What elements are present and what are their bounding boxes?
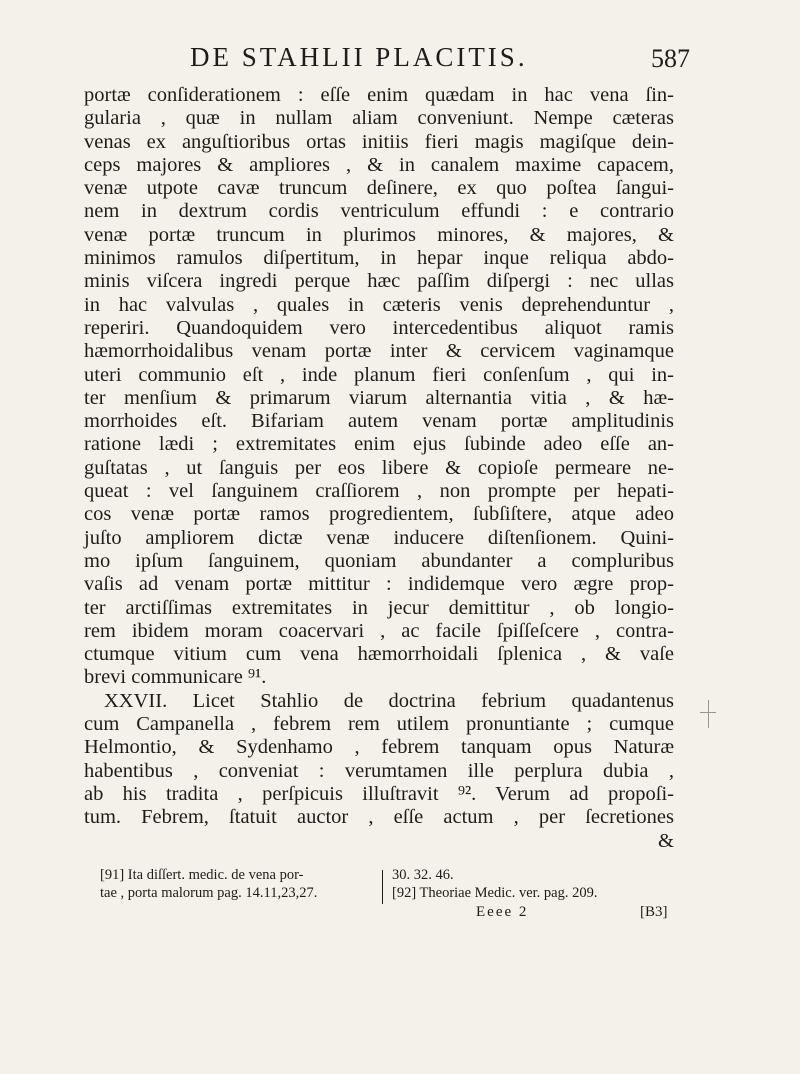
section-heading-line: XXVII. Licet Stahlio de doctrina febrium quadantenus <box>104 689 674 712</box>
text-line: reperiri. Quandoquidem vero intercedentibus aliquot ramis <box>84 316 674 339</box>
footnote-line: 30. 32. 46. <box>392 867 454 883</box>
text-line: minimos ramulos diſpertitum, in hepar inque reliqua abdo- <box>84 247 674 270</box>
bottom-catchword: [B3] <box>640 904 668 920</box>
running-head: DE STAHLII PLACITIS. <box>190 42 528 72</box>
text-line: ceps majores & ampliores , & in canalem maxime capacem, <box>84 153 674 176</box>
text-line: uteri communio eſt , inde planum fieri conſenſum , qui in- <box>84 363 674 386</box>
page-number: 587 <box>651 44 690 73</box>
text-line: ab his tradita , perſpicuis illuſtravit ⁹². Verum ad propoſi- <box>84 782 674 805</box>
text-line: in hac valvulas , quales in cæteris venis deprehenduntur , <box>84 293 674 316</box>
text-line: ter menſium & primarum viarum alternantia vitia , & hæ- <box>84 386 674 409</box>
text-line: juſto ampliorem dictæ venæ inducere diſtenſionem. Quini- <box>84 526 674 549</box>
text-line: portæ conſiderationem : eſſe enim quædam in hac vena ſin- <box>84 84 674 106</box>
footnote-line: [92] Theoriae Medic. ver. pag. 209. <box>392 885 598 901</box>
text-line: gularia , quæ in nullam aliam conveniunt. Nempe cæteras <box>84 107 674 130</box>
text-line: minis viſcera ingredi perque hæc paſſim diſpergi : nec ullas <box>84 270 674 293</box>
text-line: venæ utpote cavæ truncum deſinere, ex quo poſtea ſangui- <box>84 177 674 200</box>
footnote-right-column <box>392 866 682 902</box>
text-line: mo ipſum ſanguinem, quoniam abundanter a compluribus <box>84 549 674 572</box>
text-line: ctumque vitium cum vena hæmorrhoidali ſplenica , & vaſe <box>84 643 674 666</box>
text-line: cos venæ portæ ramos progredientem, ſubſiſtere, atque adeo <box>84 503 674 526</box>
text-line: brevi communicare ⁹¹. <box>84 666 267 689</box>
text-line: guſtatas , ut ſanguis per eos libere & copioſe permeare ne- <box>84 456 674 479</box>
footnote-line: [91] Ita diſſert. medic. de vena por- <box>100 867 304 883</box>
footnote-line: tae , porta malorum pag. 14.11,23,27. <box>100 885 318 901</box>
text-line: venas ex anguſtioribus ortas initiis fieri magis magiſque dein- <box>84 130 674 153</box>
text-line: habentibus , conveniat : verumtamen ille perplura dubia , <box>84 759 674 782</box>
signature-mark: Eeee 2 <box>476 904 529 920</box>
footnote-divider <box>382 870 383 904</box>
text-line: nem in dextrum cordis ventriculum effundi : e contrario <box>84 200 674 223</box>
text-line: ratione lædi ; extremitates enim ejus ſubinde adeo eſſe an- <box>84 433 674 456</box>
text-line: morrhoides eſt. Bifariam autem venam portæ amplitudinis <box>84 410 674 433</box>
catchword: & <box>658 829 674 852</box>
text-line: venæ portæ truncum in plurimos minores, & majores, & <box>84 223 674 246</box>
text-line: ter arctiſſimas extremitates in jecur demittitur , ob longio- <box>84 596 674 619</box>
text-line: queat : vel ſanguinem craſſiorem , non prompte per hepati- <box>84 480 674 503</box>
margin-mark-icon <box>700 700 718 728</box>
page-header <box>190 42 690 82</box>
footnote-left-column <box>100 866 385 902</box>
text-line: cum Campanella , febrem rem utilem pronuntiante ; cumque <box>84 713 674 736</box>
main-text <box>84 84 674 853</box>
text-line: tum. Febrem, ſtatuit auctor , eſſe actum , per ſecretiones <box>84 806 674 829</box>
text-line: rem ibidem moram coacervari , ac facile ſpiſſeſcere , contra- <box>84 619 674 642</box>
text-line: vaſis ad venam portæ mittitur : indidemque vero ægre prop- <box>84 573 674 596</box>
text-line: hæmorrhoidalibus venam portæ inter & cervicem vaginamque <box>84 340 674 363</box>
text-line: Helmontio, & Sydenhamo , febrem tanquam opus Naturæ <box>84 736 674 759</box>
